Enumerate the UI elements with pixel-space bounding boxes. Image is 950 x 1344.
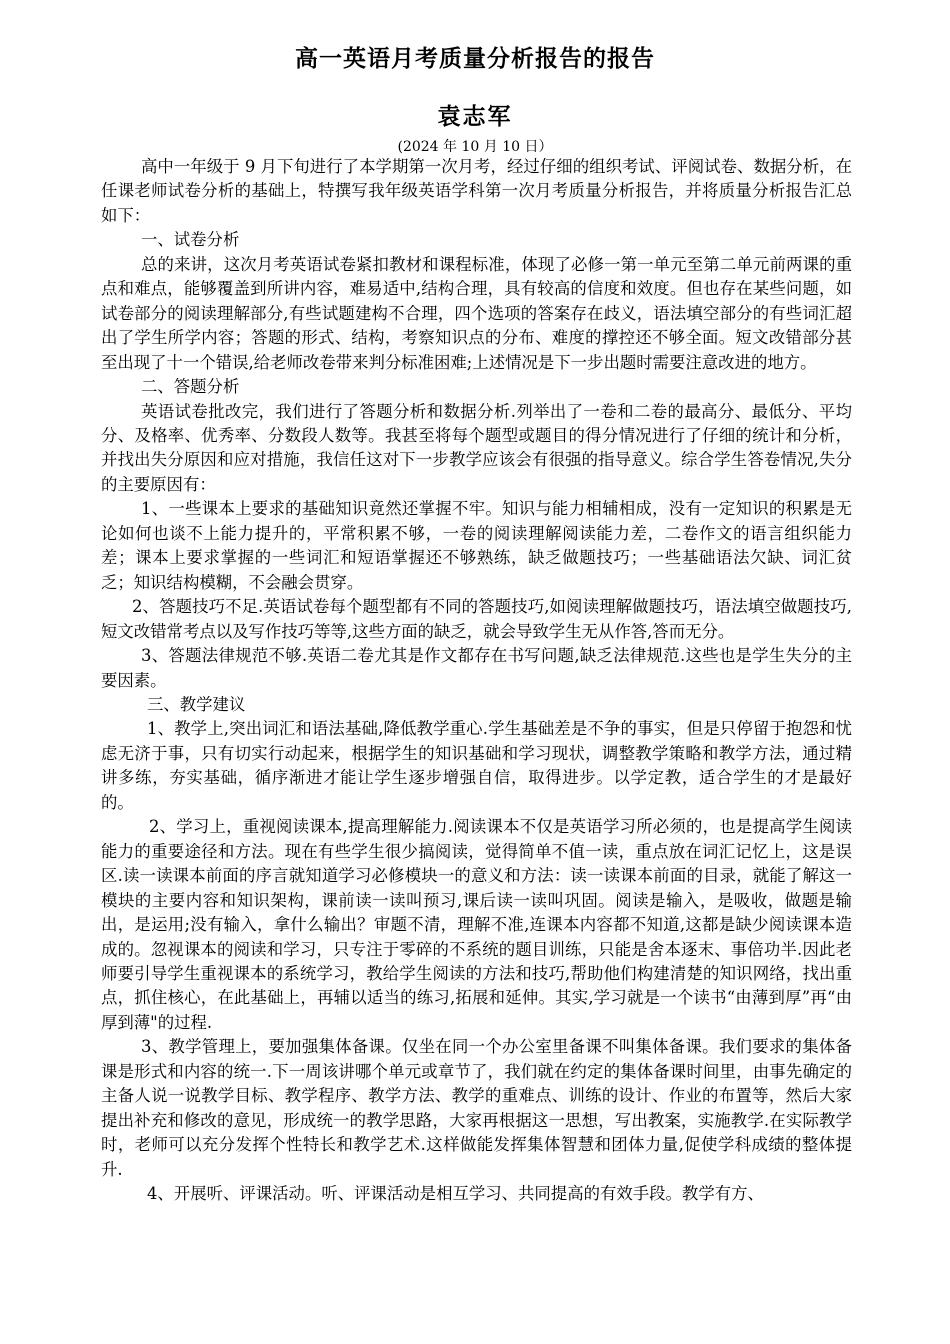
suggestion-item-1: 1、教学上,突出词汇和语法基础,降低教学重心.学生基础差是不争的事实，但是只停留于抱怨和忧虑无济于事，只有切实行动起来，根据学生的知识基础和学习现状，调整教学策略和教学方法，通过精讲多练，夯实基础，循序渐进才能让学生逐步增强自信，取得进步。以学定教，适合学生的才是最好的。 (101, 719, 852, 812)
intro-paragraph: 高中一年级于 9 月下旬进行了本学期第一次月考，经过仔细的组织考试、评阅试卷、数据分析，在任课老师试卷分析的基础上，特撰写我年级英语学科第一次月考质量分析报告，并将质量分析报告汇总如下： (101, 157, 852, 225)
paper-analysis-paragraph: 总的来讲，这次月考英语试卷紧扣教材和课程标准，体现了必修一第一单元至第二单元前两课的重点和难点，能够覆盖到所讲内容，难易适中,结构合理，具有较高的信度和效度。但也存在某些问题，如试卷部分的阅读理解部分,有些试题建构不合理，四个选项的答案存在歧义，语法填空部分的有些词汇超出了学生所学内容；答题的形式、结构，考察知识点的分布、难度的撑控还不够全面。短文改错部分甚至出现了十一个错误,给老师改卷带来判分标准困难;上述情况是下一步出题时需要注意改进的地方。 (101, 254, 852, 372)
document-body (101, 155, 852, 1206)
report-date: (2024 年 10 月 10 日） (397, 139, 553, 155)
section-heading-answer-analysis: 二、答题分析 (141, 377, 240, 397)
suggestion-item-2: 2、学习上，重视阅读课本,提高理解能力.阅读课本不仅是英语学习所必须的，也是提高学生阅读能力的重要途径和方法。现在有些学生很少搞阅读，觉得简单不值一读，重点放在词汇记忆上，这是误区.读一读课本前面的序言就知道学习必修模块一的意义和方法：读一读课本前面的目录，就能了解这一模块的主要内容和知识架构，课前读一读叫预习,课后读一读叫巩固。阅读是输入，是吸收，做题是输出，是运用;没有输入，拿什么输出？审题不清，理解不准,连课本内容都不知道,这都是缺少阅读课本造成的。忽视课本的阅读和学习，只专注于零碎的不系统的题目训练，只能是舍本逐末、事倍功半.因此老师要引导学生重视课本的系统学习，教给学生阅读的方法和技巧,帮助他们构建清楚的知识网络，找出重点，抓住核心，在此基础上，再辅以适当的练习,拓展和延伸。其实,学习就是一个读书“由薄到厚”再“由厚到薄"的过程. (101, 817, 852, 1032)
section-heading-teaching-suggestions: 三、教学建议 (147, 694, 246, 714)
section-heading-paper-analysis: 一、试卷分析 (141, 230, 240, 250)
reason-item-2: 2、答题技巧不足.英语试卷每个题型都有不同的答题技巧,如阅读理解做题技巧，语法填空做题技巧,短文改错常考点以及写作技巧等等,这些方面的缺乏，就会导致学生无从作答,答而无分。 (101, 597, 852, 641)
reason-item-1: 1、一些课本上要求的基础知识竟然还掌握不牢。知识与能力相辅相成，没有一定知识的积累是无论如何也谈不上能力提升的，平常积累不够，一卷的阅读理解阅读能力差，二卷作文的语言组织能力差；课本上要求掌握的一些词汇和短语掌握还不够熟练，缺乏做题技巧；一些基础语法欠缺、词汇贫乏；知识结构模糊，不会融会贯穿。 (101, 499, 852, 592)
suggestion-item-3: 3、教学管理上，要加强集体备课。仅坐在同一个办公室里备课不叫集体备课。我们要求的集体备课是形式和内容的统一.下一周该讲哪个单元或章节了，我们就在约定的集体备课时间里，由事先确定的主备人说一说教学目标、教学程序、教学方法、教学的重难点、训练的设计、作业的布置等，然后大家提出补充和修改的意见，形成统一的教学思路，大家再根据这一思想，写出教案，实施教学.在实际教学时，老师可以充分发挥个性特长和教学艺术.这样做能发挥集体智慧和团体力量,促使学科成绩的整体提升. (101, 1037, 852, 1179)
reason-item-3: 3、答题法律规范不够.英语二卷尤其是作文都存在书写问题,缺乏法律规范.这些也是学生失分的主要因素。 (101, 646, 852, 690)
suggestion-item-4: 4、开展听、评课活动。听、评课活动是相互学习、共同提高的有效手段。教学有方、 (147, 1184, 764, 1204)
author-name: 袁志军 (437, 104, 513, 130)
document-title: 高一英语月考质量分析报告的报告 (295, 46, 655, 72)
answer-analysis-paragraph: 英语试卷批改完，我们进行了答题分析和数据分析.列举出了一卷和二卷的最高分、最低分、平均分、及格率、优秀率、分数段人数等。我甚至将每个题型或题目的得分情况进行了仔细的统计和分析，并找出失分原因和应对措施，我信任这对下一步教学应该会有很强的指导意义。综合学生答卷情况,失分的主要原因有： (101, 401, 852, 494)
